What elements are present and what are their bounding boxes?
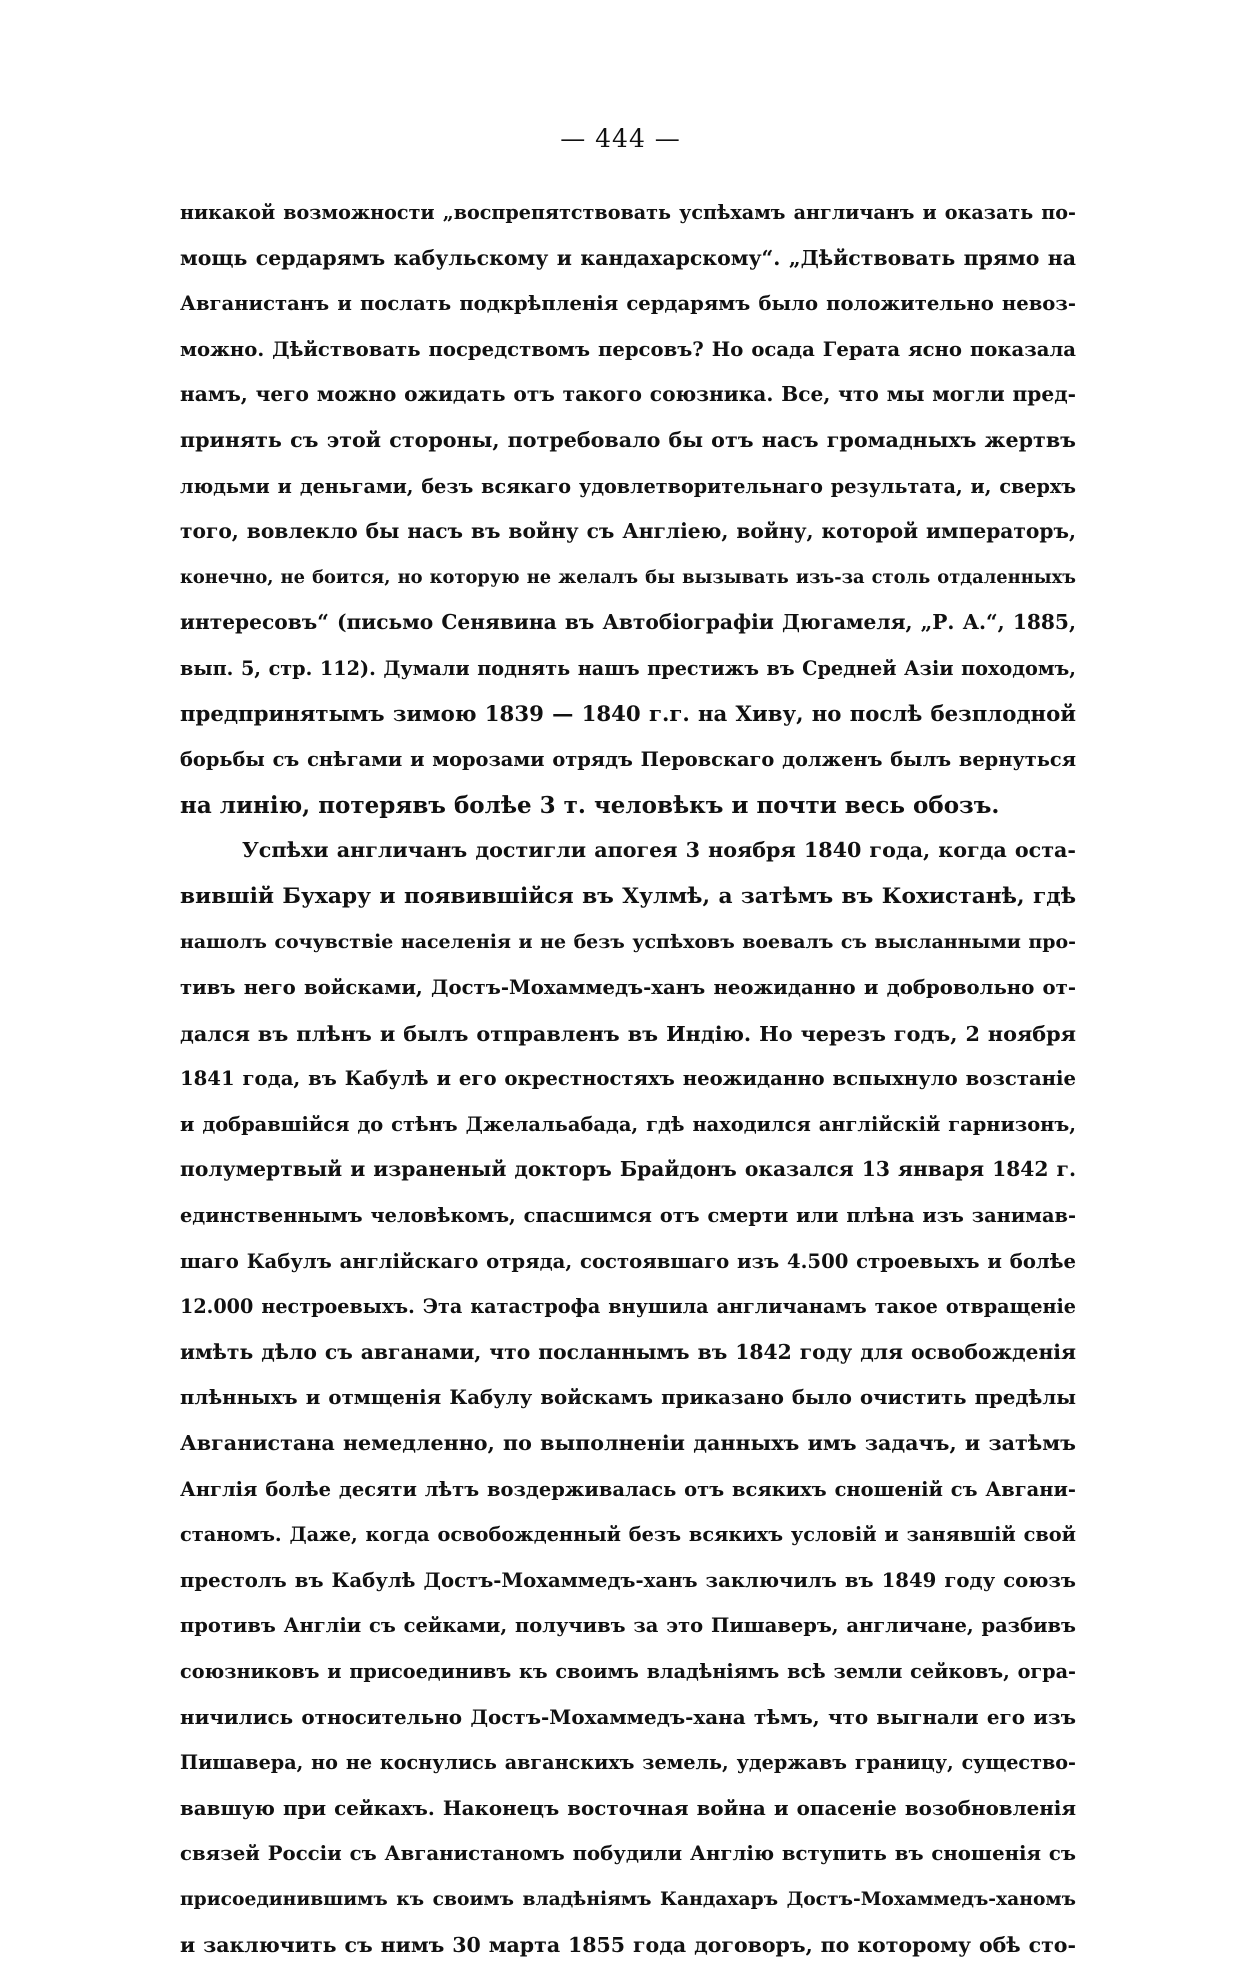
text-line: Авганистана немедленно, по выполненіи данныхъ имъ задачъ, и затѣмъ (180, 1431, 1076, 1456)
text-line: вып. 5, стр. 112). Думали поднять нашъ престижъ въ Средней Азіи походомъ, (180, 656, 1076, 680)
text-line: плѣнныхъ и отмщенія Кабулу войскамъ приказано было очистить предѣлы (180, 1385, 1076, 1410)
body-text (180, 190, 1076, 1968)
text-line: нашолъ сочувствіе населенія и не безъ успѣховъ воевалъ съ высланными про- (180, 930, 1076, 953)
text-line: интересовъ“ (письмо Сенявина въ Автобіографіи Дюгамеля, „Р. А.“, 1885, (180, 610, 1076, 635)
text-line: вившій Бухару и появившійся въ Хулмѣ, а затѣмъ въ Кохистанѣ, гдѣ (180, 883, 1076, 909)
text-line: Англія болѣе десяти лѣтъ воздерживалась отъ всякихъ сношеній съ Авгани- (180, 1477, 1076, 1501)
text-line: 1841 года, въ Кабулѣ и его окрестностяхъ неожиданно вспыхнуло возстаніе (180, 1067, 1076, 1091)
text-line: полумертвый и израненый докторъ Брайдонъ оказался 13 января 1842 г. (180, 1157, 1076, 1182)
text-line: тивъ него войсками, Достъ-Мохаммедъ-ханъ неожиданно и добровольно от- (180, 976, 1076, 1000)
text-line: предпринятымъ зимою 1839 — 1840 г.г. на Хиву, но послѣ безплодной (180, 701, 1076, 727)
text-line: того, вовлекло бы насъ въ войну съ Англіею, войну, которой императоръ, (180, 519, 1076, 544)
text-line: единственнымъ человѣкомъ, спасшимся отъ смерти или плѣна изъ занимав- (180, 1204, 1076, 1228)
page-number: — 444 — (560, 124, 681, 153)
text-line: Авганистанъ и послать подкрѣпленія сердарямъ было положительно невоз- (180, 292, 1076, 316)
text-line: дался въ плѣнъ и былъ отправленъ въ Индію. Но черезъ годъ, 2 ноября (180, 1020, 1076, 1046)
text-line: никакой возможности „воспрепятствовать успѣхамъ англичанъ и оказать по- (180, 201, 1076, 224)
text-line: намъ, чего можно ожидать отъ такого союзника. Все, что мы могли пред- (180, 382, 1076, 407)
text-line: вавшую при сейкахъ. Наконецъ восточная война и опасеніе возобновленія (180, 1795, 1076, 1820)
text-line: противъ Англіи съ сейками, получивъ за это Пишаверъ, англичане, разбивъ (180, 1614, 1076, 1638)
text-line: связей Россіи съ Авганистаномъ побудили Англію вступить въ сношенія съ (180, 1842, 1076, 1866)
text-line: Пишавера, но не коснулись авганскихъ земель, удержавъ границу, существо- (180, 1751, 1076, 1775)
text-line: престолъ въ Кабулѣ Достъ-Мохаммедъ-ханъ заключилъ въ 1849 году союзъ (180, 1568, 1076, 1592)
text-line: присоединившимъ къ своимъ владѣніямъ Кандахаръ Достъ-Мохаммедъ-ханомъ (180, 1887, 1076, 1910)
text-line: и заключить съ нимъ 30 марта 1855 года договоръ, по которому обѣ сто- (180, 1932, 1076, 1957)
text-line: борьбы съ снѣгами и морозами отрядъ Перовскаго долженъ былъ вернуться (180, 748, 1076, 772)
text-line: союзниковъ и присоединивъ къ своимъ владѣніямъ всѣ земли сейковъ, огра- (180, 1660, 1076, 1683)
text-line: можно. Дѣйствовать посредствомъ персовъ? Но осада Герата ясно показала (180, 337, 1076, 361)
text-line: конечно, не боится, но которую не желалъ бы вызывать изъ-за столь отдаленныхъ (180, 566, 1076, 588)
text-line: на линію, потерявъ болѣе 3 т. человѣкъ и почти весь обозъ. (180, 791, 1000, 819)
text-line: станомъ. Даже, когда освобожденный безъ всякихъ условій и занявшій свой (180, 1523, 1076, 1547)
text-line: Успѣхи англичанъ достигли апогея 3 ноября 1840 года, когда оста- (242, 838, 1076, 863)
text-line: людьми и деньгами, безъ всякаго удовлетворительнаго результата, и, сверхъ (180, 474, 1076, 498)
text-line: шаго Кабулъ англійскаго отряда, состоявшаго изъ 4.500 строевыхъ и болѣе (180, 1249, 1076, 1273)
text-line: ничились относительно Достъ-Мохаммедъ-хана тѣмъ, что выгнали его изъ (180, 1704, 1076, 1729)
text-line: принять съ этой стороны, потребовало бы отъ насъ громадныхъ жертвъ (180, 427, 1076, 452)
text-line: мощь сердарямъ кабульскому и кандахарскому“. „Дѣйствовать прямо на (180, 245, 1076, 270)
text-line: и добравшійся до стѣнъ Джелальабада, гдѣ находился англійскій гарнизонъ, (180, 1112, 1076, 1136)
text-line: имѣть дѣло съ авганами, что посланнымъ въ 1842 году для освобожденія (180, 1339, 1076, 1364)
text-line: 12.000 нестроевыхъ. Эта катастрофа внушила англичанамъ такое отвращеніе (180, 1295, 1076, 1319)
